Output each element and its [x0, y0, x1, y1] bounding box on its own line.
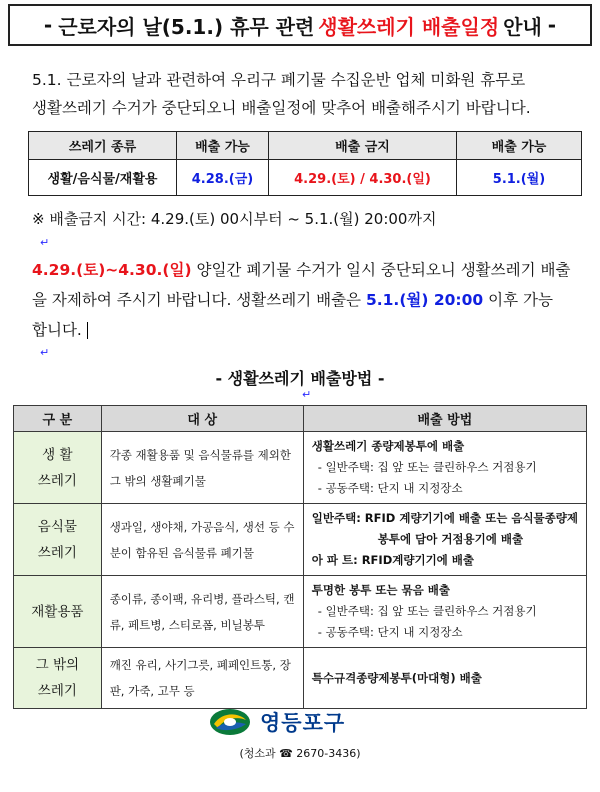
category-line: 쓰레기 [37, 544, 77, 561]
schedule-cell-allowed-before: 4.28.(금) [177, 160, 269, 196]
table-row [14, 432, 587, 504]
section-title: - 생활쓰레기 배출방법 - [215, 369, 385, 388]
district-logo [208, 704, 398, 740]
category-line: 쓰레기 [37, 683, 77, 699]
text-cursor [87, 322, 88, 339]
table-row [14, 504, 587, 576]
schedule-cell-allowed-after: 5.1.(월) [457, 160, 582, 196]
method-other-waste [303, 648, 586, 709]
intro-line-2: 생활쓰레기 수거가 중단되오니 배출일정에 맞추어 배출해주시기 바랍니다. [32, 99, 531, 117]
category-line: 생 활 [42, 446, 73, 463]
notice-text-1: 양일간 폐기물 수거가 일시 중단되오니 생활쓰레기 배출 [196, 261, 571, 279]
schedule-header-allowed-1: 배출 가능 [177, 132, 269, 160]
notice-resume-time: 5.1.(월) 20:00 [365, 291, 484, 309]
notice-paragraph [32, 255, 580, 345]
method-line: 봉투에 담아 거점용기에 배출 [377, 532, 524, 546]
category-other-waste [14, 648, 102, 709]
schedule-table [28, 131, 582, 196]
notice-dates: 4.29.(토)~4.30.(일) [32, 261, 192, 279]
method-line: 아 파 트: RFID계량기기에 배출 [311, 553, 475, 567]
intro-line-1: 5.1. 근로자의 날과 관련하여 우리구 폐기물 수집운반 업체 미화원 휴무로 [32, 71, 526, 89]
schedule-header-type: 쓰레기 종류 [29, 132, 177, 160]
category-line: 그 밖의 [35, 657, 80, 673]
schedule-header-allowed-2: 배출 가능 [457, 132, 582, 160]
method-header-target: 대 상 [101, 406, 303, 432]
method-item: - 공동주택: 단지 내 지정장소 [317, 481, 463, 495]
category-recyclables [14, 576, 102, 648]
method-item: - 공동주택: 단지 내 지정장소 [317, 625, 463, 639]
category-food-waste [14, 504, 102, 576]
notice-line-2 [32, 285, 580, 315]
table-row [14, 576, 587, 648]
method-header-method: 배출 방법 [303, 406, 586, 432]
method-food-waste [303, 504, 586, 576]
target-other-waste: 깨진 유리, 사기그릇, 폐페인트통, 장판, 가죽, 고무 등 [101, 648, 303, 709]
intro-paragraph [32, 66, 580, 122]
method-head: 생활쓰레기 종량제봉투에 배출 [311, 439, 465, 453]
ban-time-note: ※ 배출금지 시간: 4.29.(토) 00시부터 ~ 5.1.(월) 20:00까지 [32, 210, 437, 228]
category-general-waste [14, 432, 102, 504]
category-line: 음식물 [37, 518, 77, 535]
target-general-waste: 각종 재활용품 및 음식물류를 제외한 그 밖의 생활폐기물 [101, 432, 303, 504]
target-food-waste: 생과일, 생야채, 가공음식, 생선 등 수분이 함유된 음식물류 폐기물 [101, 504, 303, 576]
paragraph-mark-icon: ↵ [302, 388, 312, 401]
schedule-row [29, 160, 582, 196]
method-head: 특수규격종량제봉투(마대형) 배출 [311, 670, 482, 685]
disposal-method-table [13, 405, 587, 709]
paragraph-mark-icon: ↵ [40, 346, 50, 359]
method-item: - 일반주택: 집 앞 또는 클린하우스 거점용기 [317, 604, 537, 618]
method-general-waste [303, 432, 586, 504]
document-title [8, 4, 592, 46]
title-lead-dash: - [43, 13, 53, 37]
title-highlight: 생활쓰레기 배출일정 [318, 14, 500, 39]
notice-text-3: 이후 가능 [488, 291, 553, 309]
notice-text-4: 합니다. [32, 321, 82, 339]
notice-line-1 [32, 255, 580, 285]
contact-info: (청소과 ☎ 2670-3436) [239, 747, 361, 760]
method-item: - 일반주택: 집 앞 또는 클린하우스 거점용기 [317, 460, 537, 474]
method-header-row [14, 406, 587, 432]
paragraph-mark-icon: ↵ [40, 236, 50, 249]
title-prefix: 근로자의 날(5.1.) 휴무 관련 [58, 14, 315, 39]
schedule-cell-type: 생활/음식물/재활용 [29, 160, 177, 196]
target-recyclables: 종이류, 종이팩, 유리병, 플라스틱, 캔류, 페트병, 스티로폼, 비닐봉투 [101, 576, 303, 648]
schedule-header-row [29, 132, 582, 160]
method-header-category: 구 분 [14, 406, 102, 432]
district-name: 영등포구 [260, 711, 346, 735]
schedule-cell-banned: 4.29.(토) / 4.30.(일) [269, 160, 457, 196]
district-emblem-icon [208, 706, 252, 738]
category-line: 재활용품 [31, 603, 84, 620]
category-line: 쓰레기 [37, 472, 77, 489]
method-line: 일반주택: RFID 계량기기에 배출 또는 음식물종량제 [311, 511, 578, 525]
title-suffix: 안내 [503, 14, 542, 39]
schedule-header-banned: 배출 금지 [269, 132, 457, 160]
notice-text-2: 을 자제하여 주시기 바랍니다. 생활쓰레기 배출은 [32, 291, 362, 309]
table-row [14, 648, 587, 709]
title-tail-dash: - [547, 13, 557, 37]
method-head: 투명한 봉투 또는 묶음 배출 [311, 583, 450, 597]
method-recyclables [303, 576, 586, 648]
notice-line-3 [32, 315, 580, 345]
